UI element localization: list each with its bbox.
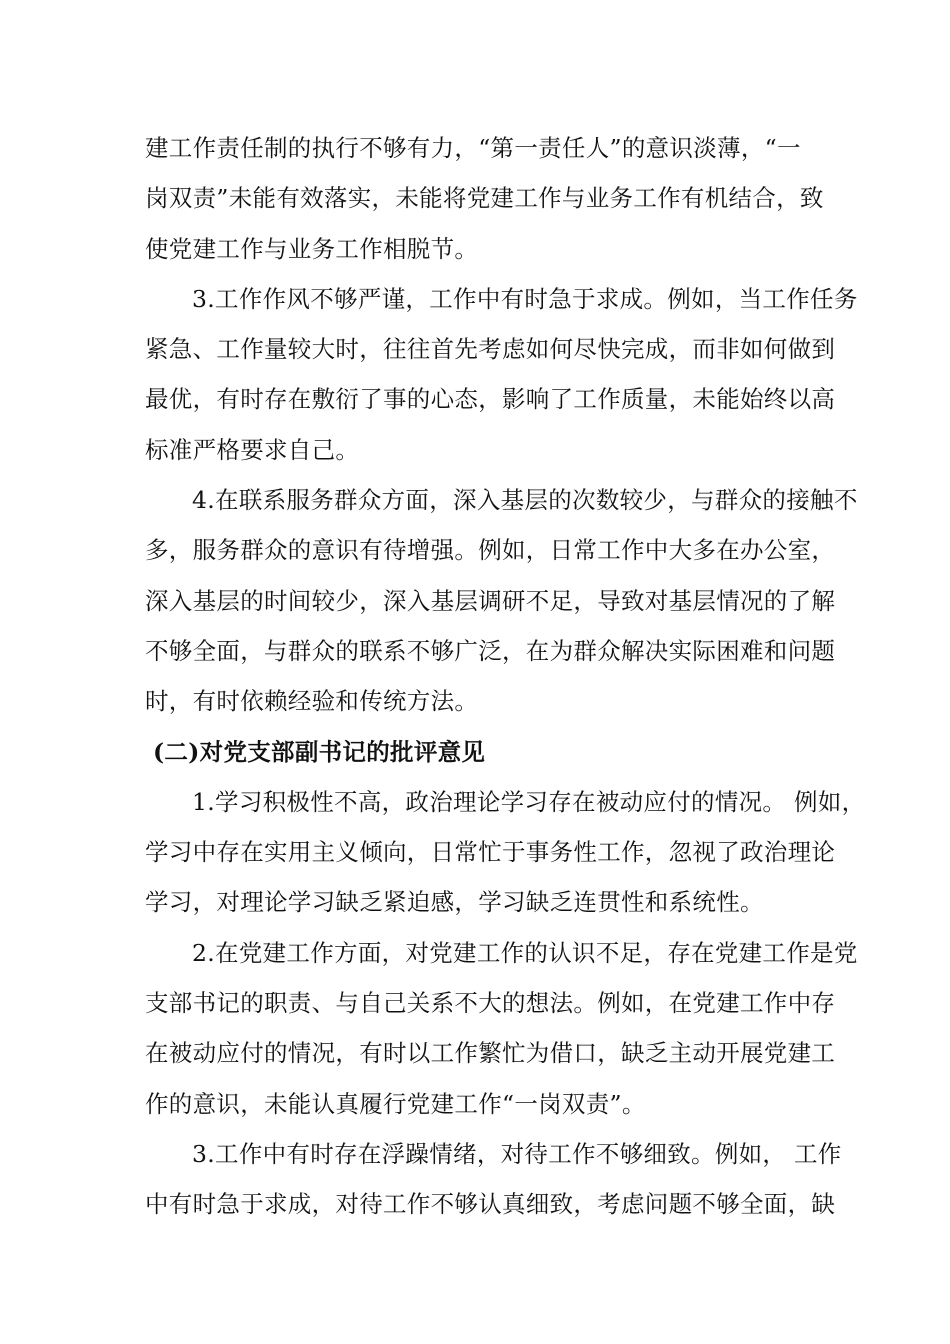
document-body — [145, 123, 866, 1230]
paragraph-start-line: 2.在党建工作方面，对党建工作的认识不足，存在党建工作是党 — [192, 938, 858, 967]
text-line: 学习，对理论学习缺乏紧迫感，学习缺乏连贯性和系统性。 — [145, 888, 764, 917]
text-line: 中有时急于求成，对待工作不够认真细致，考虑问题不够全面，缺 — [145, 1190, 836, 1219]
paragraph-start-line: 1.学习积极性不高，政治理论学习存在被动应付的情况。 例如， — [192, 787, 866, 816]
text-line: 作的意识，未能认真履行党建工作“一岗双责”。 — [145, 1089, 646, 1118]
text-line: 支部书记的职责、与自己关系不大的想法。例如，在党建工作中存 — [145, 989, 836, 1018]
paragraph-start-line: 3.工作作风不够严谨，工作中有时急于求成。例如，当工作任务 — [192, 284, 858, 313]
text-line: 使党建工作与业务工作相脱节。 — [145, 234, 479, 263]
text-line: 最优，有时存在敷衍了事的心态，影响了工作质量，未能始终以高 — [145, 385, 836, 414]
text-line: 建工作责任制的执行不够有力，“第一责任人”的意识淡薄，“一 — [145, 134, 801, 162]
text-line: 标准严格要求自己。 — [145, 435, 360, 464]
text-line: 时，有时依赖经验和传统方法。 — [145, 687, 479, 716]
text-line: 学习中存在实用主义倾向，日常忙于事务性工作，忽视了政治理论 — [145, 838, 836, 867]
text-line: 不够全面，与群众的联系不够广泛，在为群众解决实际困难和问题 — [145, 636, 836, 665]
section-heading: (二)对党支部副书记的批评意见 — [153, 737, 486, 766]
paragraph-start-line: 4.在联系服务群众方面，深入基层的次数较少，与群众的接触不 — [192, 486, 858, 515]
text-line: 深入基层的时间较少，深入基层调研不足，导致对基层情况的了解 — [145, 586, 836, 615]
paragraph-start-line: 3.工作中有时存在浮躁情绪，对待工作不够细致。例如， 工作 — [192, 1139, 842, 1168]
text-line: 多，服务群众的意识有待增强。例如，日常工作中大多在办公室， — [145, 536, 836, 565]
text-line: 在被动应付的情况，有时以工作繁忙为借口，缺乏主动开展党建工 — [145, 1039, 836, 1068]
text-line: 紧急、工作量较大时，往往首先考虑如何尽快完成，而非如何做到 — [145, 335, 836, 364]
text-line: 岗双责”未能有效落实，未能将党建工作与业务工作有机结合，致 — [145, 184, 824, 213]
